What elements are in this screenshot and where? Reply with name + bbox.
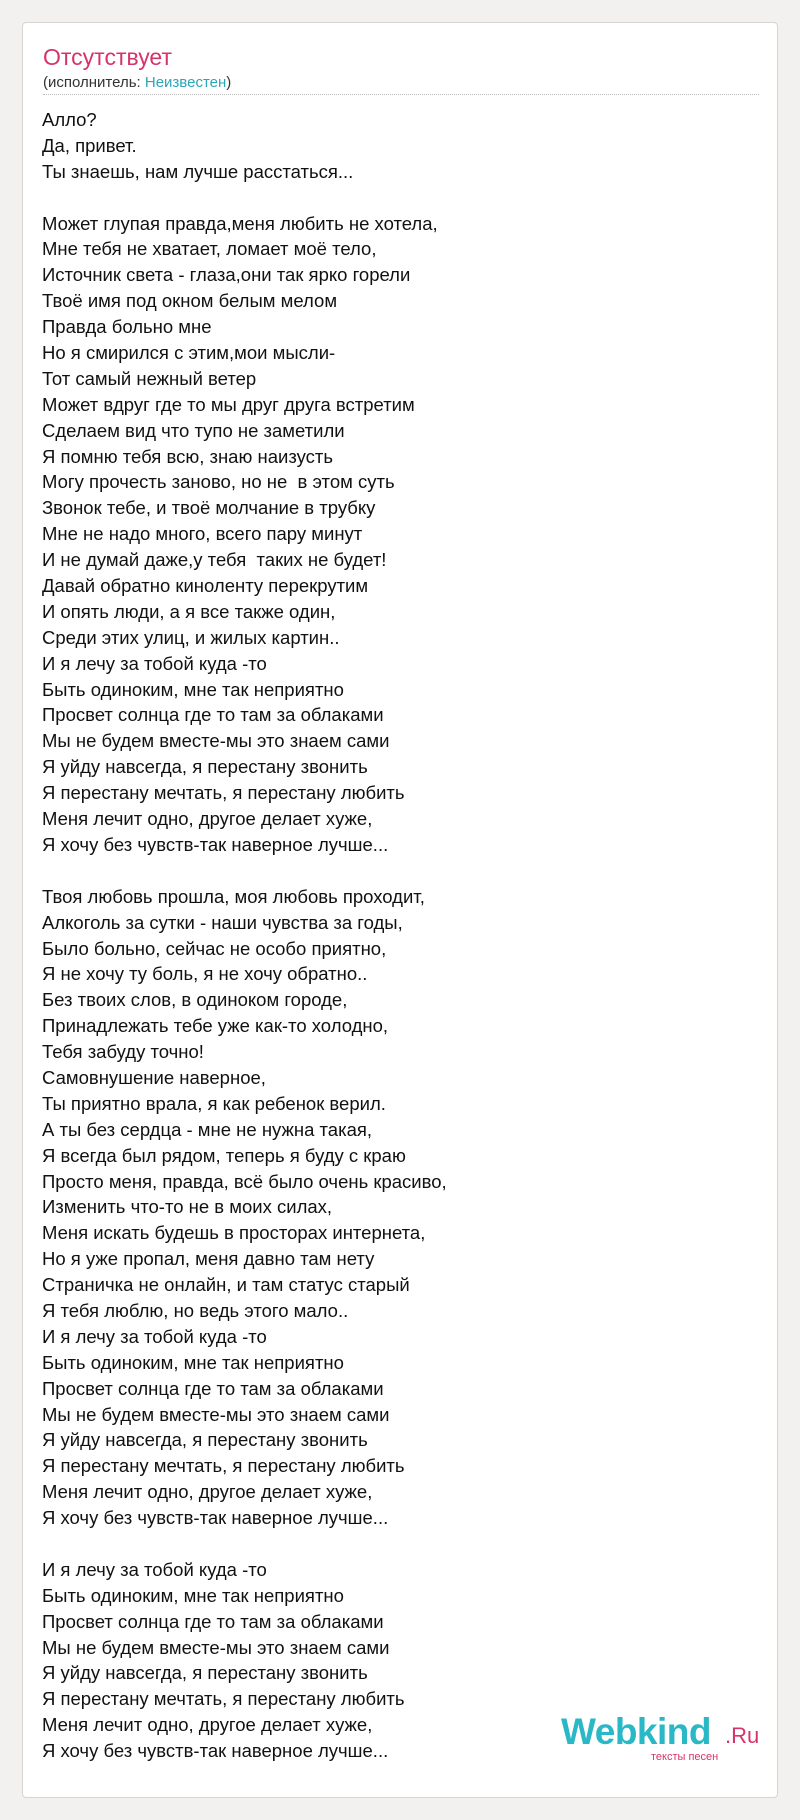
- lyric-line: Может глупая правда,меня любить не хотела,: [42, 212, 438, 234]
- lyric-line: Самовнушение наверное,: [42, 1066, 266, 1088]
- title-divider: [43, 94, 759, 95]
- lyric-line: Я перестану мечтать, я перестану любить: [42, 782, 405, 804]
- lyric-line: И я лечу за тобой куда -то: [42, 652, 267, 674]
- artist-line: [43, 74, 231, 92]
- lyric-line: Страничка не онлайн, и там статус старый: [42, 1274, 410, 1296]
- lyric-line: Мы не будем вместе-мы это знаем сами: [42, 1403, 390, 1425]
- lyric-line: И я лечу за тобой куда -то: [42, 1325, 267, 1347]
- lyric-line: Я не хочу ту боль, я не хочу обратно..: [42, 963, 368, 985]
- lyric-line: И я лечу за тобой куда -то: [42, 1558, 267, 1580]
- lyric-line: Я помню тебя всю, знаю наизусть: [42, 445, 333, 467]
- lyric-line: Я всегда был рядом, теперь я буду с краю: [42, 1144, 406, 1166]
- lyric-line: Алло?: [42, 109, 97, 130]
- lyric-line: Я уйду навсегда, я перестану звонить: [42, 1429, 368, 1451]
- artist-prefix: (исполнитель:: [43, 74, 145, 91]
- lyric-line: Я уйду навсегда, я перестану звонить: [42, 1662, 368, 1684]
- lyric-line: Алкоголь за сутки - наши чувства за годы,: [42, 911, 403, 933]
- lyric-line: Мне не надо много, всего пару минут: [42, 523, 363, 545]
- lyric-line: Быть одиноким, мне так неприятно: [42, 1584, 344, 1606]
- lyric-line: Я хочу без чувств-так наверное лучше...: [42, 1507, 389, 1529]
- lyric-line: Но я смирился с этим,мои мысли-: [42, 342, 336, 364]
- lyric-line: Я перестану мечтать, я перестану любить: [42, 1455, 405, 1477]
- lyric-line: Просвет солнца где то там за облаками: [42, 1610, 384, 1632]
- lyric-blank-line: [42, 185, 742, 211]
- lyric-line: Ты приятно врала, я как ребенок верил.: [42, 1092, 386, 1114]
- lyric-line: Было больно, сейчас не особо приятно,: [42, 937, 387, 959]
- lyric-line: Меня лечит одно, другое делает хуже,: [42, 1481, 373, 1503]
- lyric-line: Твоё имя под окном белым мелом: [42, 290, 338, 312]
- lyric-line: Да, привет.: [42, 134, 137, 156]
- lyric-blank-line: [42, 1531, 742, 1557]
- lyric-line: Среди этих улиц, и жилых картин..: [42, 626, 340, 648]
- lyric-line: Без твоих слов, в одиноком городе,: [42, 989, 348, 1011]
- lyric-line: Быть одиноким, мне так неприятно: [42, 678, 344, 700]
- lyric-line: Принадлежать тебе уже как-то холодно,: [42, 1015, 389, 1037]
- lyric-line: Источник света - глаза,они так ярко горели: [42, 264, 411, 286]
- lyric-line: Быть одиноким, мне так неприятно: [42, 1351, 344, 1373]
- song-title: Отсутствует: [43, 44, 172, 70]
- lyric-line: Просвет солнца где то там за облаками: [42, 704, 384, 726]
- lyric-line: Изменить что-то не в моих силах,: [42, 1196, 333, 1218]
- lyric-line: Я уйду навсегда, я перестану звонить: [42, 756, 368, 778]
- lyric-blank-line: [42, 858, 742, 884]
- lyric-line: Но я уже пропал, меня давно там нету: [42, 1248, 375, 1270]
- lyric-line: Меня лечит одно, другое делает хуже,: [42, 808, 373, 830]
- lyric-line: Просвет солнца где то там за облаками: [42, 1377, 384, 1399]
- lyrics-text: [42, 107, 742, 1764]
- lyric-line: Мы не будем вместе-мы это знаем сами: [42, 730, 390, 752]
- lyric-line: Сделаем вид что тупо не заметили: [42, 419, 345, 441]
- lyric-line: Меня лечит одно, другое делает хуже,: [42, 1714, 373, 1736]
- lyric-line: Мы не будем вместе-мы это знаем сами: [42, 1636, 390, 1658]
- lyric-line: Ты знаешь, нам лучше расстаться...: [42, 160, 354, 182]
- site-watermark: [561, 1712, 761, 1768]
- lyric-line: Звонок тебе, и твоё молчание в трубку: [42, 497, 376, 519]
- lyric-line: И опять люди, а я все также один,: [42, 600, 336, 622]
- watermark-tld: .Ru: [725, 1723, 760, 1748]
- lyric-line: Тот самый нежный ветер: [42, 367, 257, 389]
- lyric-line: Я хочу без чувств-так наверное лучше...: [42, 1740, 389, 1762]
- artist-suffix: ): [226, 74, 232, 91]
- lyric-line: Я перестану мечтать, я перестану любить: [42, 1688, 405, 1710]
- watermark-tagline: тексты песен: [651, 1751, 719, 1763]
- lyric-line: Меня искать будешь в просторах интернета,: [42, 1222, 426, 1244]
- lyrics-card: [22, 22, 778, 1798]
- lyric-line: Твоя любовь прошла, моя любовь проходит,: [42, 885, 425, 907]
- lyric-line: Тебя забуду точно!: [42, 1041, 204, 1063]
- lyric-line: Просто меня, правда, всё было очень красиво,: [42, 1170, 447, 1192]
- lyric-line: Я хочу без чувств-так наверное лучше...: [42, 833, 389, 855]
- lyric-line: Правда больно мне: [42, 316, 212, 338]
- lyric-line: Давай обратно киноленту перекрутим: [42, 575, 369, 597]
- lyric-line: Я тебя люблю, но ведь этого мало..: [42, 1299, 349, 1321]
- lyric-line: Может вдруг где то мы друг друга встретим: [42, 393, 415, 415]
- lyric-line: И не думай даже,у тебя таких не будет!: [42, 549, 387, 571]
- lyric-line: Могу прочесть заново, но не в этом суть: [42, 471, 395, 493]
- artist-link[interactable]: Неизвестен: [144, 74, 227, 91]
- lyric-line: А ты без сердца - мне не нужна такая,: [42, 1118, 373, 1140]
- lyric-line: Мне тебя не хватает, ломает моё тело,: [42, 238, 377, 260]
- watermark-brand: Webkind: [561, 1711, 711, 1752]
